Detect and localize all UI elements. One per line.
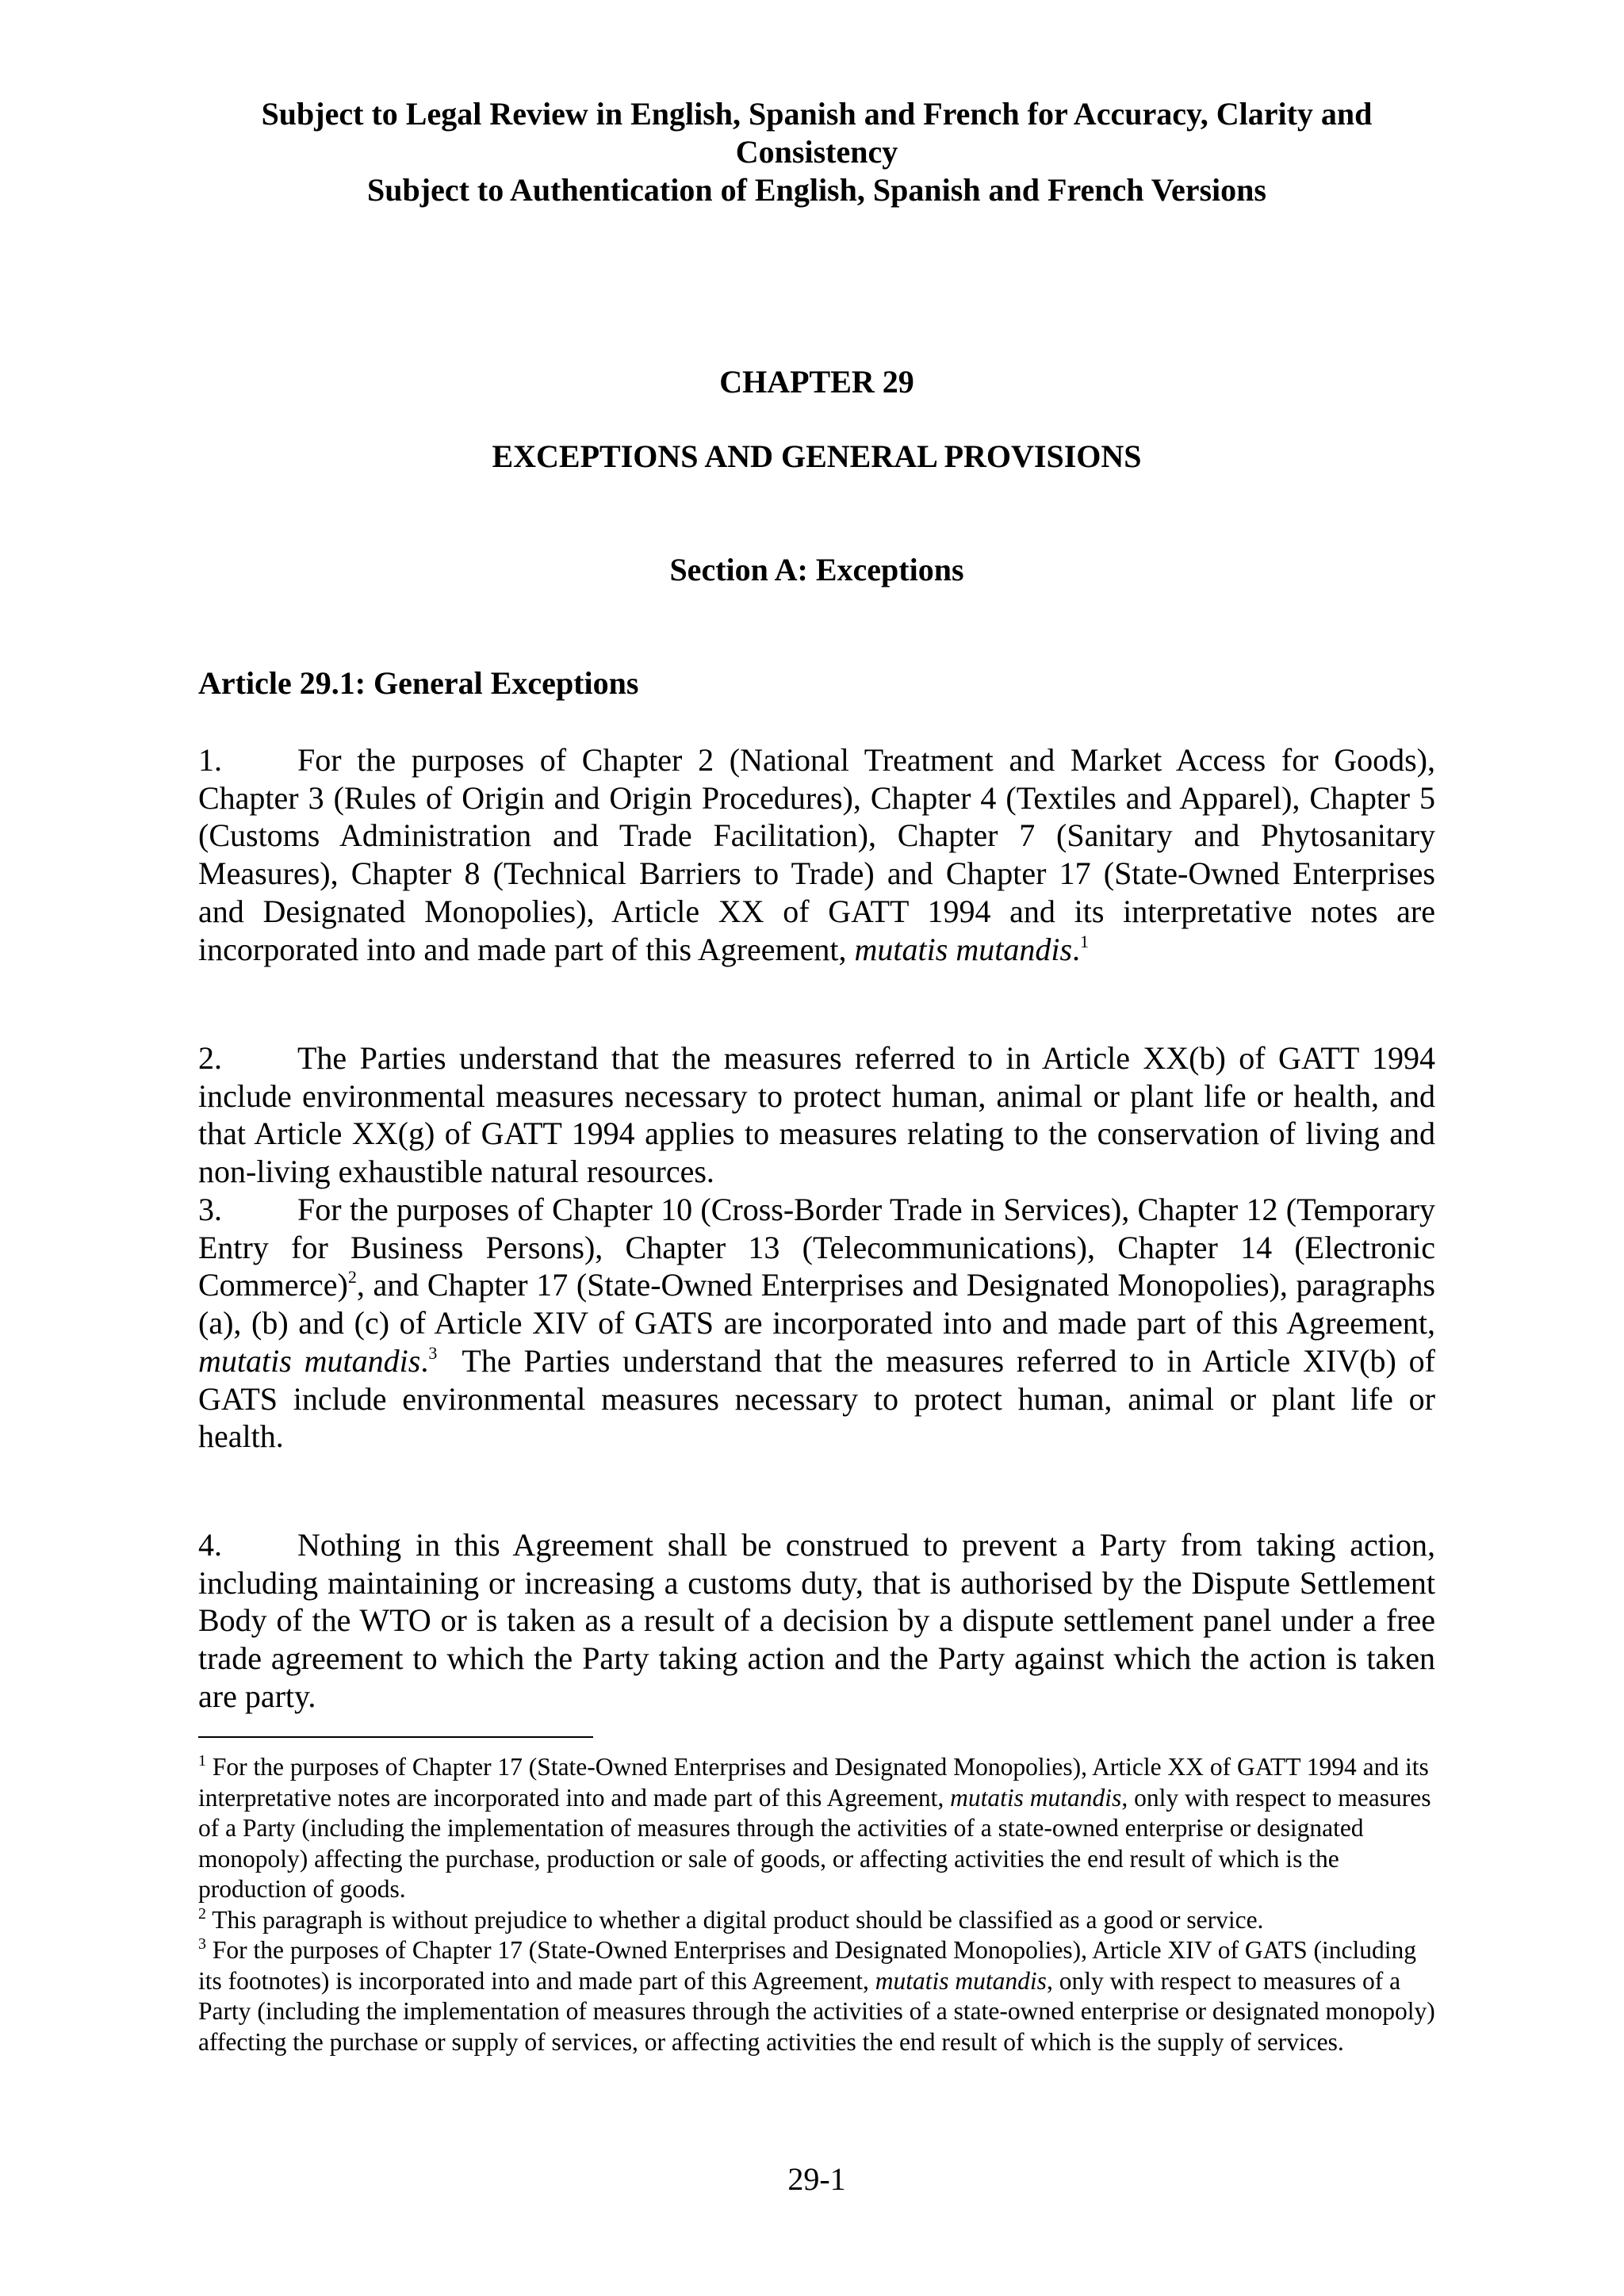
paragraph-number: 2. (198, 1040, 222, 1076)
paragraph-3 (198, 1191, 1443, 1456)
article-heading: Article 29.1: General Exceptions (198, 665, 639, 701)
paragraph-text: . (420, 1342, 429, 1379)
footnote-text: For the purposes of Chapter 17 (State-Owned Enterprises and Designated Monopolies), Article XIV of GATS (including its footnotes) is incorporated into and made part of this Agreement, (198, 1936, 1416, 1995)
paragraph-text: The Parties understand that the measures referred to in Article XX(b) of GATT 1994 include environmental measures necessary to protect human, animal or plant life or health, and that Article XX(g) of GATT 1994 applies to measures relating to the conservation of living and non-living exhaustible natural resources. (198, 1040, 1435, 1190)
paragraph-number: 3. (198, 1192, 222, 1227)
section-heading: Section A: Exceptions (669, 552, 964, 587)
footnote-text: For the purposes of Chapter 17 (State-Owned Enterprises and Designated Monopolies), Article XX of GATT 1994 and its interpretative notes are incorporated into and made part of this Agreement, (198, 1753, 1429, 1812)
paragraph-text: For the purposes of Chapter 2 (National Treatment and Market Access for Goods), Chapter 3 (Rules of Origin and Origin Procedures), Chapter 4 (Textiles and Apparel), Chapter 5 (Customs Administration and Trade Facilitation), Chapter 7 (Sanitary and Phytosanitary Measures), Chapter 8 (Technical Barriers to Trade) and Chapter 17 (State-Owned Enterprises and Designated Monopolies), Article XX of GATT 1994 and its interpretative notes are incorporated into and made part of this Agreement, (198, 742, 1435, 967)
chapter-number: CHAPTER 29 (719, 364, 914, 400)
header-line-1: Subject to Legal Review in English, Spanish and French for Accuracy, Clarity and (261, 96, 1373, 132)
header-line-3: Subject to Authentication of English, Spanish and French Versions (367, 172, 1266, 208)
footnote-3 (198, 1935, 1435, 2057)
footnote-ref-3[interactable]: 3 (428, 1342, 438, 1363)
paragraph-text: The Parties understand that the measures referred to in Article XIV(b) of GATS include environmental measures necessary to protect human, animal or plant life or health. (198, 1342, 1443, 1455)
paragraph-2 (198, 1039, 1435, 1191)
footnote-mark: 1 (198, 1752, 206, 1770)
paragraph-number: 1. (198, 742, 222, 778)
footnote-2 (198, 1905, 1435, 1936)
italic-term: mutatis mutandis (875, 1966, 1047, 1995)
chapter-title: EXCEPTIONS AND GENERAL PROVISIONS (492, 438, 1142, 474)
paragraph-text-end: . (1072, 931, 1081, 967)
footnote-ref-1[interactable]: 1 (1080, 931, 1090, 951)
paragraph-number: 4. (198, 1527, 222, 1563)
legal-review-header (198, 95, 1435, 209)
footnote-text: , only with respect to measures of a Party (including the implementation of measures through the activities of a state-owned enterprise or designated monopoly) affecting the purchase, production or sale of goods, or affecting activities the end result of which is the production of goods. (198, 1783, 1431, 1904)
paragraph-text: For the purposes of Chapter 10 (Cross-Border Trade in Services), Chapter 12 (Temporary Entry for Business Persons), Chapter 13 (Telecommunications), Chapter 14 (Electronic Commerce) (198, 1192, 1435, 1303)
italic-term: mutatis mutandis (854, 931, 1073, 967)
paragraph-4 (198, 1526, 1435, 1716)
footnote-text: , only with respect to measures of a Party (including the implementation of measures through the activities of a state-owned enterprise or designated monopoly) affecting the purchase or supply of services, or affecting activities the end result of which is the supply of services. (198, 1966, 1435, 2056)
page-number: 29-1 (787, 2161, 846, 2197)
italic-term: mutatis mutandis (950, 1783, 1122, 1812)
paragraph-text: Nothing in this Agreement shall be construed to prevent a Party from taking action, including maintaining or increasing a customs duty, that is authorised by the Dispute Settlement Body of the WTO or is taken as a result of a decision by a dispute settlement panel under a free trade agreement to which the Party taking action and the Party against which the action is taken are party. (198, 1527, 1435, 1714)
footnote-mark: 2 (198, 1905, 206, 1923)
footnote-1 (198, 1752, 1435, 1905)
header-line-2: Consistency (735, 134, 898, 170)
footnote-ref-2[interactable]: 2 (347, 1267, 357, 1288)
italic-term: mutatis mutandis (198, 1342, 421, 1379)
footnote-separator (198, 1736, 593, 1738)
footnote-text: This paragraph is without prejudice to whether a digital product should be classified as a good or service. (206, 1906, 1264, 1934)
paragraph-text: , and Chapter 17 (State-Owned Enterprises and Designated Monopolies), paragraphs (a), (b) and (c) of Article XIV of GATS are incorporated into and made part of this Agreement, (198, 1267, 1435, 1341)
footnote-mark: 3 (198, 1935, 206, 1953)
paragraph-1 (198, 741, 1435, 968)
